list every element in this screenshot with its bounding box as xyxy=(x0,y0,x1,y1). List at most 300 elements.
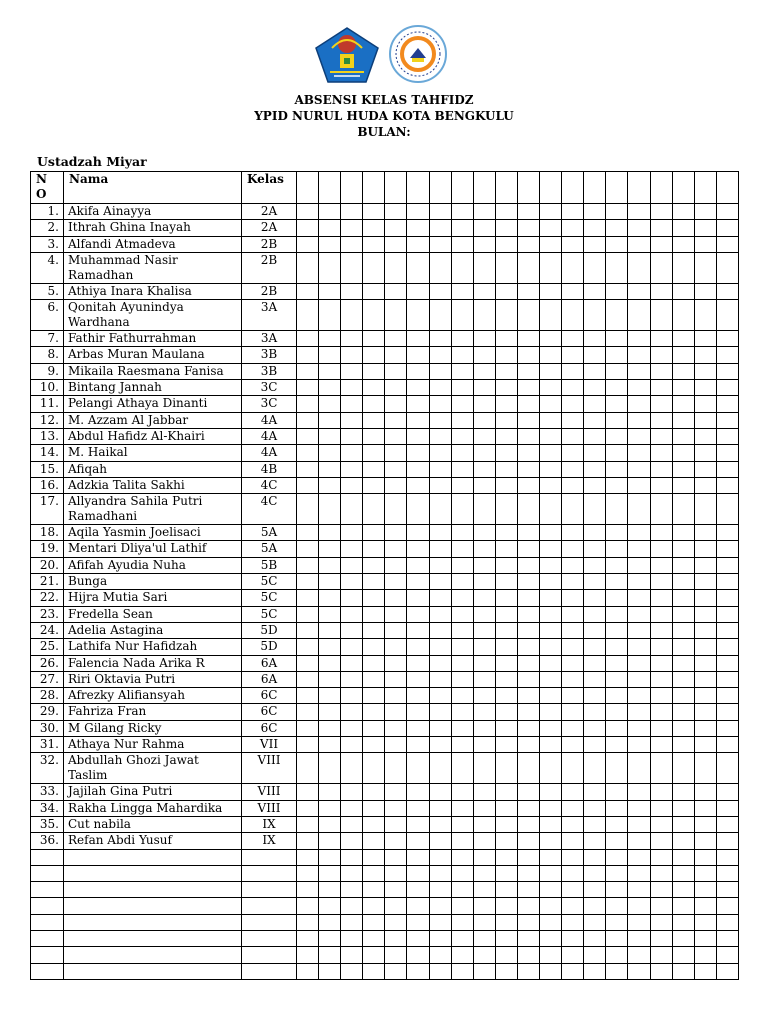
attendance-cell[interactable] xyxy=(363,720,385,736)
attendance-cell[interactable] xyxy=(694,236,716,252)
attendance-cell[interactable] xyxy=(672,800,694,816)
attendance-cell[interactable] xyxy=(297,737,319,753)
attendance-cell[interactable] xyxy=(385,428,407,444)
attendance-cell[interactable] xyxy=(540,849,562,865)
attendance-cell[interactable] xyxy=(650,204,672,220)
attendance-cell[interactable] xyxy=(584,347,606,363)
attendance-cell[interactable] xyxy=(451,363,473,379)
attendance-cell[interactable] xyxy=(429,204,451,220)
attendance-cell[interactable] xyxy=(341,347,363,363)
attendance-cell[interactable] xyxy=(672,477,694,493)
attendance-cell[interactable] xyxy=(540,428,562,444)
attendance-cell[interactable] xyxy=(716,898,738,914)
attendance-cell[interactable] xyxy=(451,963,473,979)
attendance-cell[interactable] xyxy=(341,574,363,590)
attendance-cell[interactable] xyxy=(473,882,495,898)
attendance-cell[interactable] xyxy=(473,363,495,379)
attendance-cell[interactable] xyxy=(473,494,495,525)
attendance-cell[interactable] xyxy=(716,252,738,283)
attendance-cell[interactable] xyxy=(297,574,319,590)
attendance-cell[interactable] xyxy=(319,800,341,816)
attendance-cell[interactable] xyxy=(517,445,539,461)
attendance-cell[interactable] xyxy=(385,525,407,541)
attendance-cell[interactable] xyxy=(694,720,716,736)
attendance-cell[interactable] xyxy=(584,930,606,946)
attendance-cell[interactable] xyxy=(517,477,539,493)
attendance-cell[interactable] xyxy=(319,396,341,412)
attendance-cell[interactable] xyxy=(517,737,539,753)
attendance-cell[interactable] xyxy=(606,655,628,671)
attendance-cell[interactable] xyxy=(495,947,517,963)
attendance-cell[interactable] xyxy=(451,347,473,363)
attendance-cell[interactable] xyxy=(694,800,716,816)
attendance-cell[interactable] xyxy=(517,655,539,671)
attendance-cell[interactable] xyxy=(650,477,672,493)
attendance-cell[interactable] xyxy=(672,849,694,865)
attendance-cell[interactable] xyxy=(385,800,407,816)
attendance-cell[interactable] xyxy=(341,963,363,979)
attendance-cell[interactable] xyxy=(297,704,319,720)
attendance-cell[interactable] xyxy=(716,396,738,412)
attendance-cell[interactable] xyxy=(584,753,606,784)
attendance-cell[interactable] xyxy=(363,655,385,671)
attendance-cell[interactable] xyxy=(694,671,716,687)
attendance-cell[interactable] xyxy=(562,963,584,979)
attendance-cell[interactable] xyxy=(584,688,606,704)
attendance-cell[interactable] xyxy=(407,606,429,622)
attendance-cell[interactable] xyxy=(628,300,650,331)
attendance-cell[interactable] xyxy=(385,363,407,379)
attendance-cell[interactable] xyxy=(407,380,429,396)
attendance-cell[interactable] xyxy=(650,963,672,979)
attendance-cell[interactable] xyxy=(341,236,363,252)
attendance-cell[interactable] xyxy=(363,671,385,687)
attendance-cell[interactable] xyxy=(363,800,385,816)
attendance-cell[interactable] xyxy=(628,833,650,849)
attendance-cell[interactable] xyxy=(694,753,716,784)
attendance-cell[interactable] xyxy=(540,557,562,573)
attendance-cell[interactable] xyxy=(584,947,606,963)
attendance-cell[interactable] xyxy=(517,704,539,720)
attendance-cell[interactable] xyxy=(694,865,716,881)
attendance-cell[interactable] xyxy=(429,396,451,412)
attendance-cell[interactable] xyxy=(606,347,628,363)
attendance-cell[interactable] xyxy=(473,898,495,914)
attendance-cell[interactable] xyxy=(584,236,606,252)
attendance-cell[interactable] xyxy=(451,428,473,444)
attendance-cell[interactable] xyxy=(540,737,562,753)
attendance-cell[interactable] xyxy=(319,784,341,800)
attendance-cell[interactable] xyxy=(716,753,738,784)
attendance-cell[interactable] xyxy=(363,947,385,963)
attendance-cell[interactable] xyxy=(297,461,319,477)
attendance-cell[interactable] xyxy=(517,865,539,881)
attendance-cell[interactable] xyxy=(495,882,517,898)
attendance-cell[interactable] xyxy=(628,252,650,283)
attendance-cell[interactable] xyxy=(451,574,473,590)
attendance-cell[interactable] xyxy=(628,882,650,898)
attendance-cell[interactable] xyxy=(562,525,584,541)
attendance-cell[interactable] xyxy=(495,557,517,573)
attendance-cell[interactable] xyxy=(319,947,341,963)
attendance-cell[interactable] xyxy=(451,396,473,412)
attendance-cell[interactable] xyxy=(473,737,495,753)
attendance-cell[interactable] xyxy=(407,882,429,898)
attendance-cell[interactable] xyxy=(540,283,562,299)
attendance-cell[interactable] xyxy=(341,671,363,687)
attendance-cell[interactable] xyxy=(694,655,716,671)
attendance-cell[interactable] xyxy=(451,639,473,655)
attendance-cell[interactable] xyxy=(716,865,738,881)
attendance-cell[interactable] xyxy=(297,688,319,704)
attendance-cell[interactable] xyxy=(297,800,319,816)
attendance-cell[interactable] xyxy=(495,963,517,979)
attendance-cell[interactable] xyxy=(517,753,539,784)
attendance-cell[interactable] xyxy=(341,283,363,299)
attendance-cell[interactable] xyxy=(363,252,385,283)
attendance-cell[interactable] xyxy=(363,622,385,638)
attendance-cell[interactable] xyxy=(716,784,738,800)
attendance-cell[interactable] xyxy=(716,412,738,428)
attendance-cell[interactable] xyxy=(407,220,429,236)
attendance-cell[interactable] xyxy=(716,963,738,979)
attendance-cell[interactable] xyxy=(385,574,407,590)
attendance-cell[interactable] xyxy=(341,557,363,573)
attendance-cell[interactable] xyxy=(562,541,584,557)
attendance-cell[interactable] xyxy=(319,494,341,525)
attendance-cell[interactable] xyxy=(385,914,407,930)
attendance-cell[interactable] xyxy=(363,816,385,832)
attendance-cell[interactable] xyxy=(562,753,584,784)
attendance-cell[interactable] xyxy=(650,816,672,832)
attendance-cell[interactable] xyxy=(473,557,495,573)
attendance-cell[interactable] xyxy=(517,412,539,428)
attendance-cell[interactable] xyxy=(407,720,429,736)
attendance-cell[interactable] xyxy=(694,283,716,299)
attendance-cell[interactable] xyxy=(385,347,407,363)
attendance-cell[interactable] xyxy=(385,882,407,898)
attendance-cell[interactable] xyxy=(628,331,650,347)
attendance-cell[interactable] xyxy=(694,252,716,283)
attendance-cell[interactable] xyxy=(628,753,650,784)
attendance-cell[interactable] xyxy=(562,461,584,477)
attendance-cell[interactable] xyxy=(495,363,517,379)
attendance-cell[interactable] xyxy=(584,412,606,428)
attendance-cell[interactable] xyxy=(584,704,606,720)
attendance-cell[interactable] xyxy=(363,639,385,655)
attendance-cell[interactable] xyxy=(407,300,429,331)
attendance-cell[interactable] xyxy=(650,363,672,379)
attendance-cell[interactable] xyxy=(517,396,539,412)
attendance-cell[interactable] xyxy=(473,800,495,816)
attendance-cell[interactable] xyxy=(606,574,628,590)
attendance-cell[interactable] xyxy=(672,622,694,638)
attendance-cell[interactable] xyxy=(429,800,451,816)
attendance-cell[interactable] xyxy=(319,477,341,493)
attendance-cell[interactable] xyxy=(385,590,407,606)
attendance-cell[interactable] xyxy=(297,720,319,736)
attendance-cell[interactable] xyxy=(672,541,694,557)
attendance-cell[interactable] xyxy=(650,898,672,914)
attendance-cell[interactable] xyxy=(407,753,429,784)
attendance-cell[interactable] xyxy=(495,816,517,832)
attendance-cell[interactable] xyxy=(385,477,407,493)
attendance-cell[interactable] xyxy=(495,541,517,557)
attendance-cell[interactable] xyxy=(495,380,517,396)
attendance-cell[interactable] xyxy=(429,737,451,753)
attendance-cell[interactable] xyxy=(584,445,606,461)
attendance-cell[interactable] xyxy=(363,574,385,590)
attendance-cell[interactable] xyxy=(363,606,385,622)
attendance-cell[interactable] xyxy=(540,477,562,493)
attendance-cell[interactable] xyxy=(495,477,517,493)
attendance-cell[interactable] xyxy=(297,833,319,849)
attendance-cell[interactable] xyxy=(407,557,429,573)
attendance-cell[interactable] xyxy=(540,704,562,720)
attendance-cell[interactable] xyxy=(319,220,341,236)
attendance-cell[interactable] xyxy=(540,347,562,363)
attendance-cell[interactable] xyxy=(407,655,429,671)
attendance-cell[interactable] xyxy=(694,849,716,865)
attendance-cell[interactable] xyxy=(628,541,650,557)
attendance-cell[interactable] xyxy=(540,753,562,784)
attendance-cell[interactable] xyxy=(407,737,429,753)
attendance-cell[interactable] xyxy=(429,445,451,461)
attendance-cell[interactable] xyxy=(407,494,429,525)
attendance-cell[interactable] xyxy=(495,412,517,428)
attendance-cell[interactable] xyxy=(694,947,716,963)
attendance-cell[interactable] xyxy=(517,720,539,736)
attendance-cell[interactable] xyxy=(341,914,363,930)
attendance-cell[interactable] xyxy=(473,380,495,396)
attendance-cell[interactable] xyxy=(429,252,451,283)
attendance-cell[interactable] xyxy=(540,671,562,687)
attendance-cell[interactable] xyxy=(385,557,407,573)
attendance-cell[interactable] xyxy=(385,865,407,881)
attendance-cell[interactable] xyxy=(341,590,363,606)
attendance-cell[interactable] xyxy=(517,882,539,898)
attendance-cell[interactable] xyxy=(407,412,429,428)
attendance-cell[interactable] xyxy=(584,737,606,753)
attendance-cell[interactable] xyxy=(385,688,407,704)
attendance-cell[interactable] xyxy=(341,525,363,541)
attendance-cell[interactable] xyxy=(650,380,672,396)
attendance-cell[interactable] xyxy=(319,525,341,541)
attendance-cell[interactable] xyxy=(385,461,407,477)
attendance-cell[interactable] xyxy=(407,688,429,704)
attendance-cell[interactable] xyxy=(650,347,672,363)
attendance-cell[interactable] xyxy=(694,525,716,541)
attendance-cell[interactable] xyxy=(429,461,451,477)
attendance-cell[interactable] xyxy=(407,930,429,946)
attendance-cell[interactable] xyxy=(385,833,407,849)
attendance-cell[interactable] xyxy=(694,606,716,622)
attendance-cell[interactable] xyxy=(473,849,495,865)
attendance-cell[interactable] xyxy=(628,574,650,590)
attendance-cell[interactable] xyxy=(650,220,672,236)
attendance-cell[interactable] xyxy=(385,236,407,252)
attendance-cell[interactable] xyxy=(385,655,407,671)
attendance-cell[interactable] xyxy=(473,220,495,236)
attendance-cell[interactable] xyxy=(540,380,562,396)
attendance-cell[interactable] xyxy=(319,380,341,396)
attendance-cell[interactable] xyxy=(473,300,495,331)
attendance-cell[interactable] xyxy=(319,963,341,979)
attendance-cell[interactable] xyxy=(385,849,407,865)
attendance-cell[interactable] xyxy=(672,753,694,784)
attendance-cell[interactable] xyxy=(562,557,584,573)
attendance-cell[interactable] xyxy=(297,963,319,979)
attendance-cell[interactable] xyxy=(495,849,517,865)
attendance-cell[interactable] xyxy=(407,283,429,299)
attendance-cell[interactable] xyxy=(297,655,319,671)
attendance-cell[interactable] xyxy=(473,688,495,704)
attendance-cell[interactable] xyxy=(716,220,738,236)
attendance-cell[interactable] xyxy=(672,720,694,736)
attendance-cell[interactable] xyxy=(429,574,451,590)
attendance-cell[interactable] xyxy=(319,283,341,299)
attendance-cell[interactable] xyxy=(473,639,495,655)
attendance-cell[interactable] xyxy=(562,800,584,816)
attendance-cell[interactable] xyxy=(495,494,517,525)
attendance-cell[interactable] xyxy=(628,865,650,881)
attendance-cell[interactable] xyxy=(319,753,341,784)
attendance-cell[interactable] xyxy=(562,720,584,736)
attendance-cell[interactable] xyxy=(606,220,628,236)
attendance-cell[interactable] xyxy=(429,363,451,379)
attendance-cell[interactable] xyxy=(650,412,672,428)
attendance-cell[interactable] xyxy=(584,220,606,236)
attendance-cell[interactable] xyxy=(407,865,429,881)
attendance-cell[interactable] xyxy=(628,704,650,720)
attendance-cell[interactable] xyxy=(429,784,451,800)
attendance-cell[interactable] xyxy=(540,220,562,236)
attendance-cell[interactable] xyxy=(429,639,451,655)
attendance-cell[interactable] xyxy=(473,622,495,638)
attendance-cell[interactable] xyxy=(297,412,319,428)
attendance-cell[interactable] xyxy=(517,622,539,638)
attendance-cell[interactable] xyxy=(517,236,539,252)
attendance-cell[interactable] xyxy=(385,816,407,832)
attendance-cell[interactable] xyxy=(297,396,319,412)
attendance-cell[interactable] xyxy=(584,590,606,606)
attendance-cell[interactable] xyxy=(495,914,517,930)
attendance-cell[interactable] xyxy=(429,816,451,832)
attendance-cell[interactable] xyxy=(363,882,385,898)
attendance-cell[interactable] xyxy=(495,590,517,606)
attendance-cell[interactable] xyxy=(341,737,363,753)
attendance-cell[interactable] xyxy=(473,412,495,428)
attendance-cell[interactable] xyxy=(319,720,341,736)
attendance-cell[interactable] xyxy=(562,833,584,849)
attendance-cell[interactable] xyxy=(650,784,672,800)
attendance-cell[interactable] xyxy=(628,557,650,573)
attendance-cell[interactable] xyxy=(540,204,562,220)
attendance-cell[interactable] xyxy=(385,445,407,461)
attendance-cell[interactable] xyxy=(297,816,319,832)
attendance-cell[interactable] xyxy=(672,930,694,946)
attendance-cell[interactable] xyxy=(429,236,451,252)
attendance-cell[interactable] xyxy=(495,236,517,252)
attendance-cell[interactable] xyxy=(385,898,407,914)
attendance-cell[interactable] xyxy=(495,574,517,590)
attendance-cell[interactable] xyxy=(473,816,495,832)
attendance-cell[interactable] xyxy=(517,331,539,347)
attendance-cell[interactable] xyxy=(584,720,606,736)
attendance-cell[interactable] xyxy=(517,688,539,704)
attendance-cell[interactable] xyxy=(407,590,429,606)
attendance-cell[interactable] xyxy=(429,947,451,963)
attendance-cell[interactable] xyxy=(451,655,473,671)
attendance-cell[interactable] xyxy=(495,300,517,331)
attendance-cell[interactable] xyxy=(429,541,451,557)
attendance-cell[interactable] xyxy=(716,590,738,606)
attendance-cell[interactable] xyxy=(297,930,319,946)
attendance-cell[interactable] xyxy=(694,833,716,849)
attendance-cell[interactable] xyxy=(407,541,429,557)
attendance-cell[interactable] xyxy=(341,396,363,412)
attendance-cell[interactable] xyxy=(495,800,517,816)
attendance-cell[interactable] xyxy=(694,363,716,379)
attendance-cell[interactable] xyxy=(363,930,385,946)
attendance-cell[interactable] xyxy=(473,930,495,946)
attendance-cell[interactable] xyxy=(584,252,606,283)
attendance-cell[interactable] xyxy=(407,363,429,379)
attendance-cell[interactable] xyxy=(628,688,650,704)
attendance-cell[interactable] xyxy=(650,525,672,541)
attendance-cell[interactable] xyxy=(429,477,451,493)
attendance-cell[interactable] xyxy=(363,898,385,914)
attendance-cell[interactable] xyxy=(672,204,694,220)
attendance-cell[interactable] xyxy=(363,283,385,299)
attendance-cell[interactable] xyxy=(495,671,517,687)
attendance-cell[interactable] xyxy=(297,494,319,525)
attendance-cell[interactable] xyxy=(385,784,407,800)
attendance-cell[interactable] xyxy=(562,816,584,832)
attendance-cell[interactable] xyxy=(584,300,606,331)
attendance-cell[interactable] xyxy=(562,737,584,753)
attendance-cell[interactable] xyxy=(451,220,473,236)
attendance-cell[interactable] xyxy=(495,865,517,881)
attendance-cell[interactable] xyxy=(672,396,694,412)
attendance-cell[interactable] xyxy=(319,428,341,444)
attendance-cell[interactable] xyxy=(694,445,716,461)
attendance-cell[interactable] xyxy=(672,963,694,979)
attendance-cell[interactable] xyxy=(297,300,319,331)
attendance-cell[interactable] xyxy=(672,283,694,299)
attendance-cell[interactable] xyxy=(363,963,385,979)
attendance-cell[interactable] xyxy=(407,639,429,655)
attendance-cell[interactable] xyxy=(540,236,562,252)
attendance-cell[interactable] xyxy=(363,461,385,477)
attendance-cell[interactable] xyxy=(297,590,319,606)
attendance-cell[interactable] xyxy=(517,347,539,363)
attendance-cell[interactable] xyxy=(451,252,473,283)
attendance-cell[interactable] xyxy=(517,252,539,283)
attendance-cell[interactable] xyxy=(297,541,319,557)
attendance-cell[interactable] xyxy=(495,396,517,412)
attendance-cell[interactable] xyxy=(694,963,716,979)
attendance-cell[interactable] xyxy=(562,622,584,638)
attendance-cell[interactable] xyxy=(297,445,319,461)
attendance-cell[interactable] xyxy=(473,204,495,220)
attendance-cell[interactable] xyxy=(694,494,716,525)
attendance-cell[interactable] xyxy=(517,606,539,622)
attendance-cell[interactable] xyxy=(540,963,562,979)
attendance-cell[interactable] xyxy=(341,930,363,946)
attendance-cell[interactable] xyxy=(451,753,473,784)
attendance-cell[interactable] xyxy=(341,477,363,493)
